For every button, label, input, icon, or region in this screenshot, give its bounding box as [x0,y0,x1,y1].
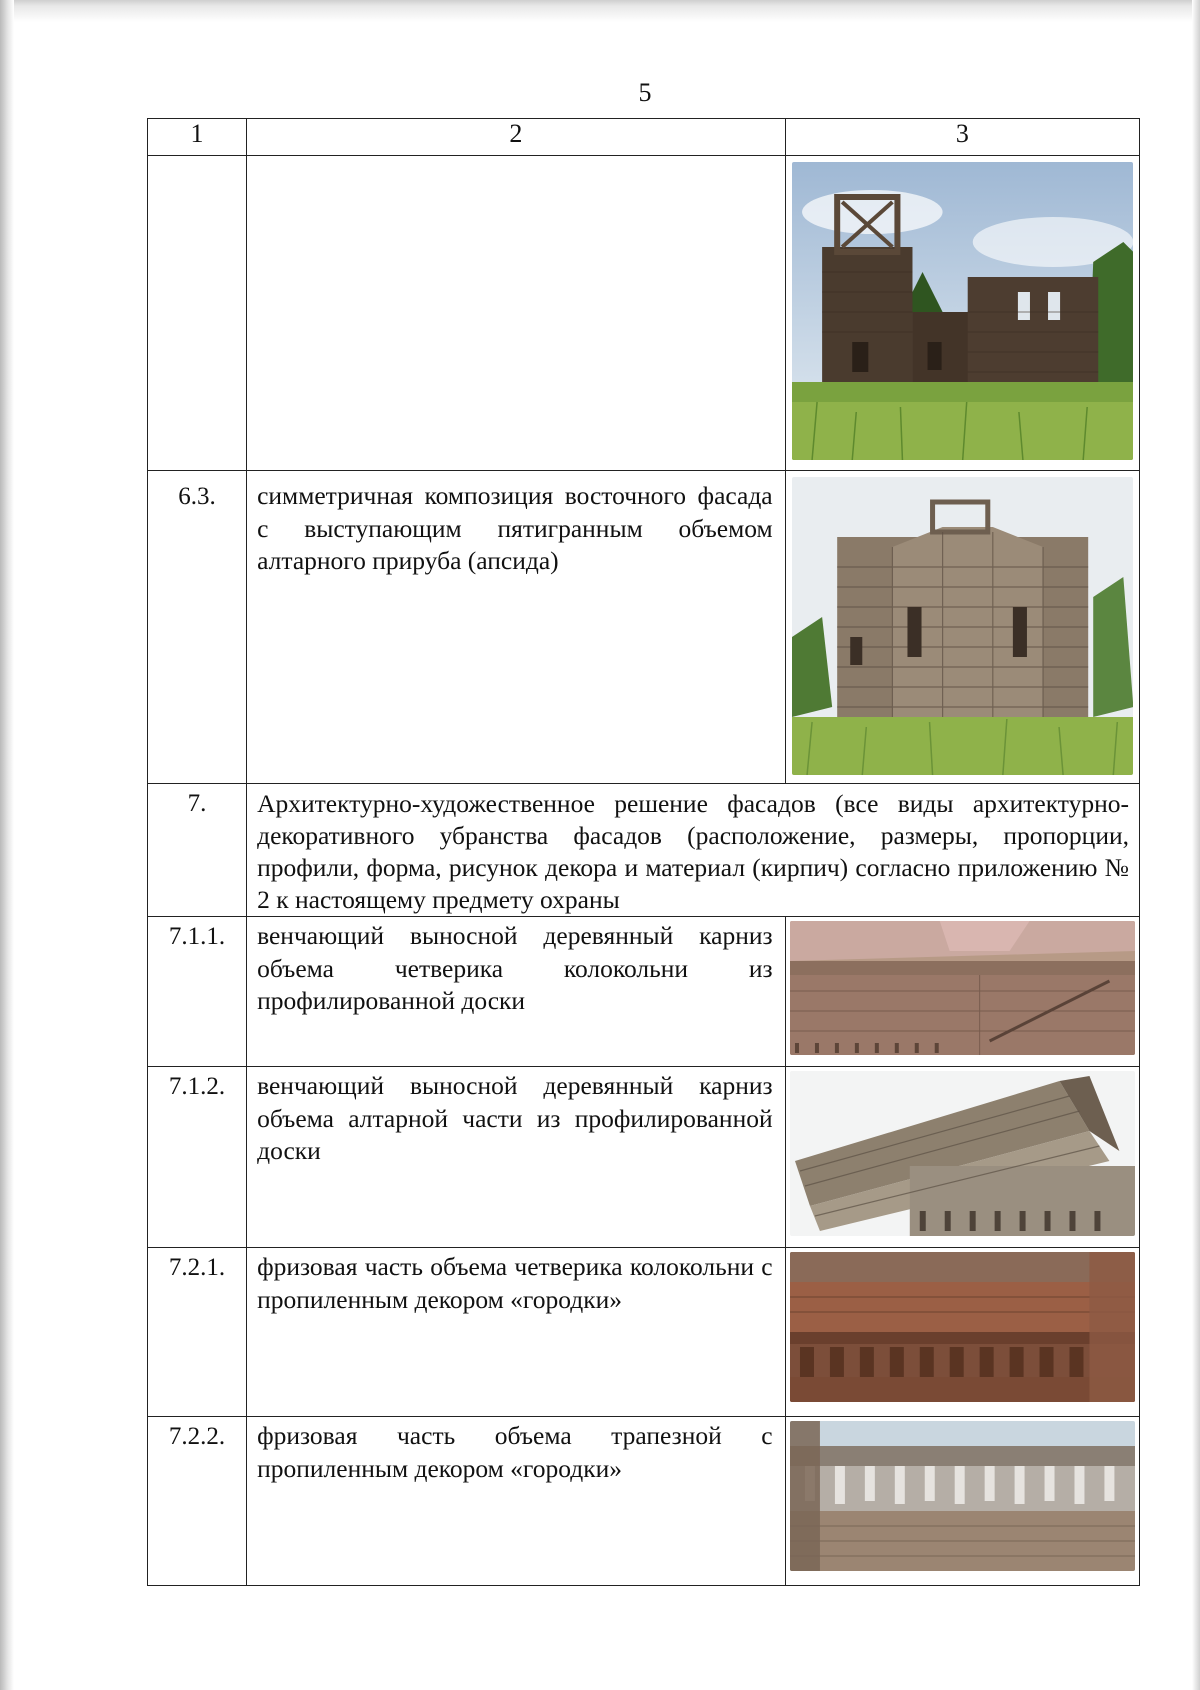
header-cell-3: 3 [785,119,1139,156]
scan-edge-top [0,0,1200,22]
table-row [148,1417,1140,1586]
table-row [148,917,1140,1067]
photo-cell [785,471,1139,784]
row-description: фризовая часть объема четверика колокольни с пропиленным декором «городки» [247,1248,786,1417]
row-description: венчающий выносной деревянный карниз объема четверика колокольни из профилированной доски [247,917,786,1067]
photo-cell [785,156,1139,471]
row-number [148,156,247,471]
row-description: Архитектурно-художественное решение фасадов (все виды архитектурно-декоративного убранства фасадов (расположение, размеры, пропорции, профили, форма, рисунок декора и материал (кирпич) согласно приложению № 2 к настоящему предмету охраны [247,784,1140,917]
row-number: 7.2.1. [148,1248,247,1417]
table-row [148,784,1140,917]
header-cell-2: 2 [247,119,786,156]
header-cell-1: 1 [148,119,247,156]
row-number: 7. [148,784,247,917]
row-number: 7.1.1. [148,917,247,1067]
row-description: венчающий выносной деревянный карниз объема алтарной части из профилированной доски [247,1067,786,1248]
protection-subject-table [147,118,1140,1586]
bell-tower-frieze-photo [790,1252,1135,1402]
row-description: симметричная композиция восточного фасада с выступающим пятигранным объемом алтарного прируба (апсида) [247,471,786,784]
scan-edge-left [0,0,14,1690]
row-number: 7.2.2. [148,1417,247,1586]
bell-tower-cornice-photo [790,921,1135,1055]
row-description [247,156,786,471]
church-ruins-photo [792,162,1133,460]
table-row [148,156,1140,471]
table-row [148,1067,1140,1248]
table-row [148,1248,1140,1417]
apse-cornice-photo [790,1071,1135,1236]
table-row [148,471,1140,784]
row-description: фризовая часть объема трапезной с пропиленным декором «городки» [247,1417,786,1586]
refectory-frieze-photo [790,1421,1135,1571]
table-header-row [148,119,1140,156]
row-number: 6.3. [148,471,247,784]
east-facade-apse-photo [792,477,1133,775]
scan-edge-right [1192,0,1200,1690]
photo-cell [785,1067,1139,1248]
page-number: 5 [638,78,652,107]
photo-cell [785,1248,1139,1417]
row-number: 7.1.2. [148,1067,247,1248]
photo-cell [785,917,1139,1067]
photo-cell [785,1417,1139,1586]
